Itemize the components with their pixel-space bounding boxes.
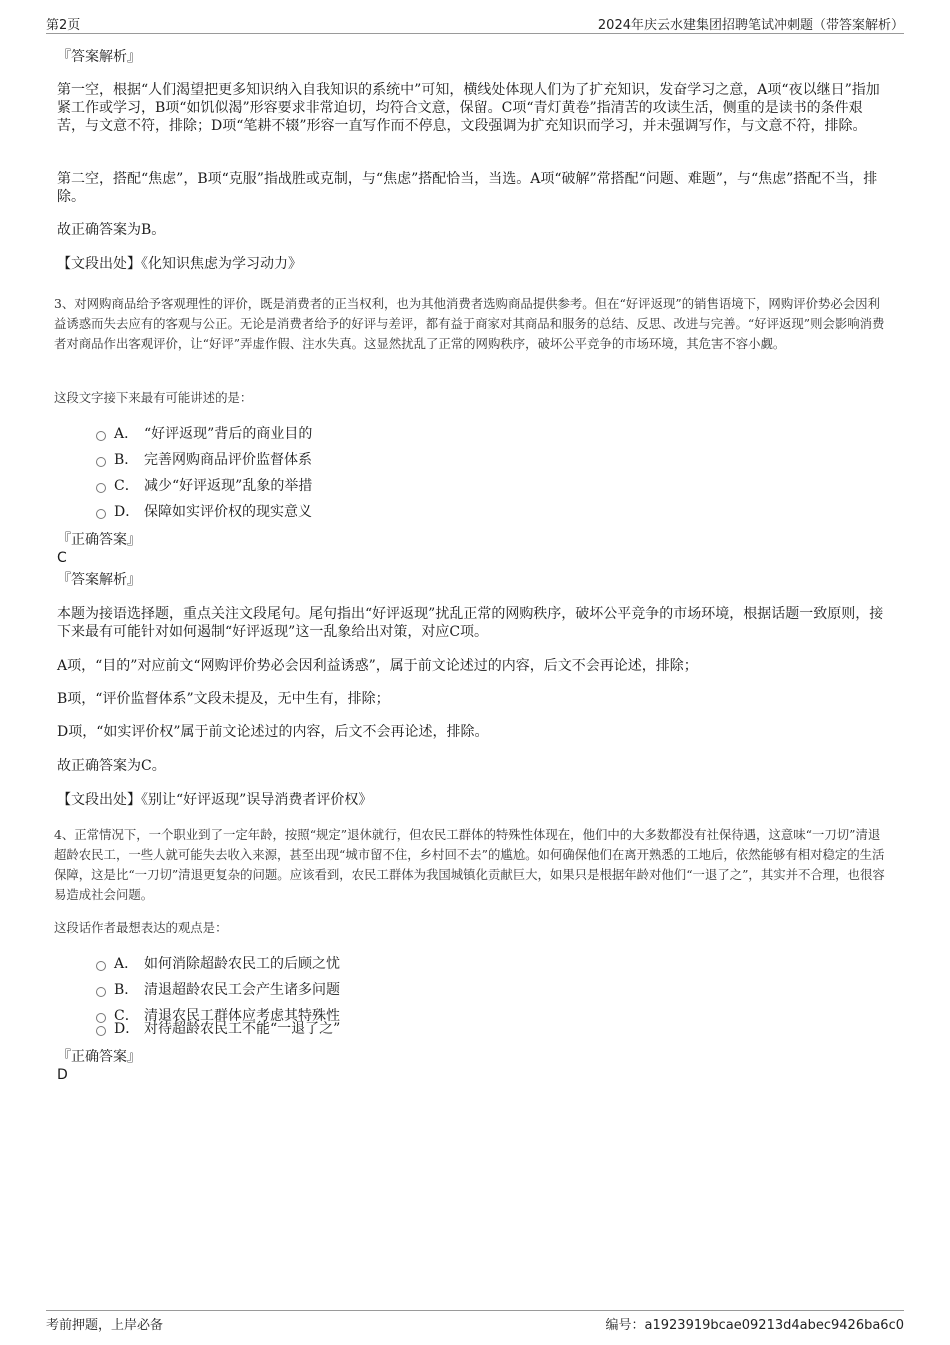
q3-conclusion: 故正确答案为C。 [57, 758, 166, 774]
q2-conclusion: 故正确答案为B。 [57, 222, 166, 238]
radio-icon[interactable] [96, 961, 106, 971]
option-letter: A． [114, 956, 139, 972]
q2-analysis-para2: 第二空，搭配“焦虑”，B项“克服”指战胜或克制，与“焦虑”搭配恰当，当选。A项“破解”常搭配“问题、难题”，与“焦虑”搭配不当，排除。 [57, 171, 878, 205]
q3-option-d[interactable] [96, 502, 312, 522]
option-text: “好评返现”背后的商业目的 [144, 426, 313, 442]
q2-analysis-para1: 第一空，根据“人们渴望把更多知识纳入自我知识的系统中”可知，横线处体现人们为了扩充知识，发奋学习之意，A项“夜以继日”指加紧工作或学习，B项“如饥似渴”形容要求非常迫切，均符合文意，保留。C项“青灯黄卷”指清苦的攻读生活，侧重的是读书的条件艰苦，与文意不符，排除；D项“笔耕不辍”形容一直写作而不停息，文段强调为扩充知识而学习，并未强调写作，与文意不符，排除。 [57, 82, 880, 134]
q3-question: 这段文字接下来最有可能讲述的是： [54, 390, 253, 405]
footer-divider [46, 1310, 904, 1311]
q3-stem: 3、对网购商品给予客观理性的评价，既是消费者的正当权利，也为其他消费者选购商品提供参考。但在“好评返现”的销售语境下，网购评价势必会因利益诱惑而失去应有的客观与公正。无论是消费者给予的好评与差评，都有益于商家对其商品和服务的总结、反思、改进与完善。“好评返现”则会影响消费者对商品作出客观评价，让“好评”弄虚作假、注水失真。这显然扰乱了正常的网购秩序，破坏公平竞争的市场环境，其危害不容小觑。 [54, 296, 885, 351]
page-number: 第2页 [46, 18, 81, 33]
q3-option-b[interactable] [96, 450, 312, 470]
option-text: 保障如实评价权的现实意义 [144, 504, 312, 520]
q4-option-a[interactable] [96, 954, 340, 974]
radio-icon[interactable] [96, 483, 106, 493]
option-letter: D． [114, 504, 140, 520]
option-letter: A． [114, 426, 139, 442]
q3-option-c[interactable] [96, 476, 312, 496]
q3-source: 【文段出处】《别让“好评返现”误导消费者评价权》 [57, 792, 373, 808]
q3-answer-label: 『正确答案』 [57, 532, 141, 548]
option-text: 完善网购商品评价监督体系 [144, 452, 312, 468]
radio-icon[interactable] [96, 457, 106, 467]
q3-answer: C [57, 550, 67, 566]
q3-option-a[interactable] [96, 424, 312, 444]
q2-analysis-label: 『答案解析』 [57, 49, 141, 65]
q3-analysis-para3: B项，“评价监督体系”文段未提及，无中生有，排除； [57, 691, 390, 707]
radio-icon[interactable] [96, 1026, 106, 1036]
q4-answer-label: 『正确答案』 [57, 1049, 141, 1065]
q3-analysis-para4: D项，“如实评价权”属于前文论述过的内容，后文不会再论述，排除。 [57, 724, 489, 740]
option-text: 清退超龄农民工会产生诸多问题 [144, 982, 340, 998]
footer-serial: 编号：a1923919bcae09213d4abec9426ba6c0 [605, 1318, 904, 1333]
footer-slogan: 考前押题，上岸必备 [46, 1318, 164, 1333]
header-divider [46, 33, 904, 34]
option-letter: C． [114, 1008, 139, 1024]
radio-icon[interactable] [96, 509, 106, 519]
radio-icon[interactable] [96, 431, 106, 441]
q3-analysis-para1: 本题为接语选择题，重点关注文段尾句。尾句指出“好评返现”扰乱正常的网购秩序，破坏公平竞争的市场环境，根据话题一致原则，接下来最有可能针对如何遏制“好评返现”这一乱象给出对策，对应C项。 [57, 606, 884, 640]
option-text: 减少“好评返现”乱象的举措 [144, 478, 313, 494]
option-letter: B． [114, 982, 139, 998]
document-title: 2024年庆云水建集团招聘笔试冲刺题（带答案解析） [597, 18, 904, 33]
q2-source: 【文段出处】《化知识焦虑为学习动力》 [57, 256, 302, 272]
option-letter: D． [114, 1021, 140, 1037]
option-letter: C． [114, 478, 139, 494]
q4-question: 这段话作者最想表达的观点是： [54, 920, 228, 935]
q4-answer: D [57, 1067, 68, 1083]
radio-icon[interactable] [96, 987, 106, 997]
q3-analysis-label: 『答案解析』 [57, 572, 141, 588]
q4-stem: 4、正常情况下，一个职业到了一定年龄，按照“规定”退休就行，但农民工群体的特殊性体现在，他们中的大多数都没有社保待遇，这意味“一刀切”清退超龄农民工，一些人就可能失去收入来源，甚至出现“城市留不住，乡村回不去”的尴尬。如何确保他们在离开熟悉的工地后，依然能够有相对稳定的生活保障，这是比“一刀切”清退更复杂的问题。应该看到，农民工群体为我国城镇化贡献巨大，如果只是根据年龄对他们“一退了之”，其实并不合理，也很容易造成社会问题。 [54, 827, 885, 902]
q4-option-d[interactable] [96, 1019, 340, 1039]
option-letter: B． [114, 452, 139, 468]
option-text: 如何消除超龄农民工的后顾之忧 [144, 956, 340, 972]
option-text: 对待超龄农民工不能“一退了之” [144, 1021, 341, 1037]
q4-option-b[interactable] [96, 980, 340, 1000]
q3-analysis-para2: A项，“目的”对应前文“网购评价势必会因利益诱惑”，属于前文论述过的内容，后文不会再论述，排除； [57, 658, 698, 674]
option-text: 清退农民工群体应考虑其特殊性 [144, 1008, 340, 1024]
